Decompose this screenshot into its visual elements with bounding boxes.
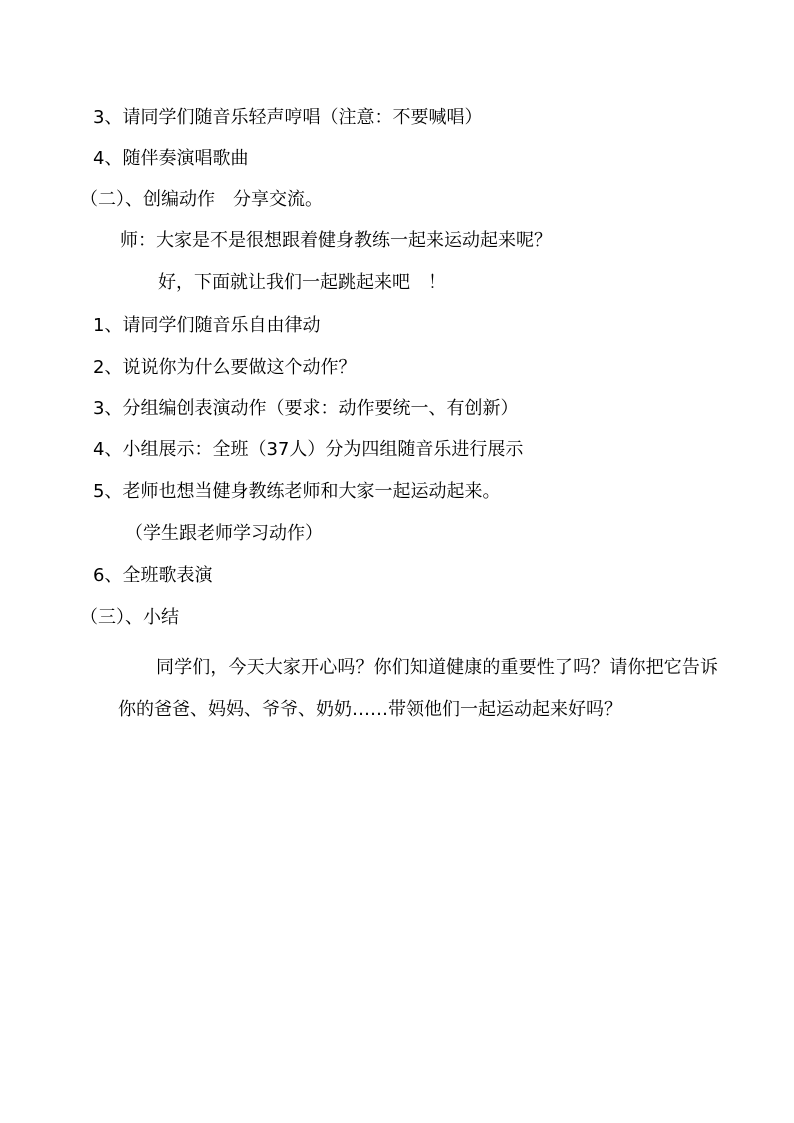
step-group-show: 4、小组展示：全班（37人）分为四组随音乐进行展示 (93, 439, 524, 460)
step-teacher-joins: 5、老师也想当健身教练老师和大家一起运动起来。 (93, 481, 501, 502)
step-hum-softly: 3、请同学们随音乐轻声哼唱（注意：不要喊唱） (93, 107, 483, 128)
step-explain-action: 2、说说你为什么要做这个动作？ (93, 357, 357, 378)
step-free-movement: 1、请同学们随音乐自由律动 (93, 315, 321, 336)
teacher-question: 师：大家是不是很想跟着健身教练一起来运动起来呢？ (120, 230, 552, 251)
section-heading-summary: （三）、小结 (80, 607, 179, 628)
section-heading-create-actions: （二）、创编动作 分享交流。 (80, 189, 323, 210)
teacher-invitation: 好，下面就让我们一起跳起来吧 ！ (158, 272, 446, 293)
step-group-create: 3、分组编创表演动作（要求：动作要统一、有创新） (93, 398, 519, 419)
step-sing-with-accompaniment: 4、随伴奏演唱歌曲 (93, 148, 249, 169)
step-class-performance: 6、全班歌表演 (93, 565, 213, 586)
note-students-follow: （学生跟老师学习动作） (125, 523, 323, 544)
summary-paragraph: 同学们，今天大家开心吗？你们知道健康的重要性了吗？请你把它告诉你的爸爸、妈妈、爷爷、奶奶……带领他们一起运动起来好吗？ (118, 657, 718, 720)
